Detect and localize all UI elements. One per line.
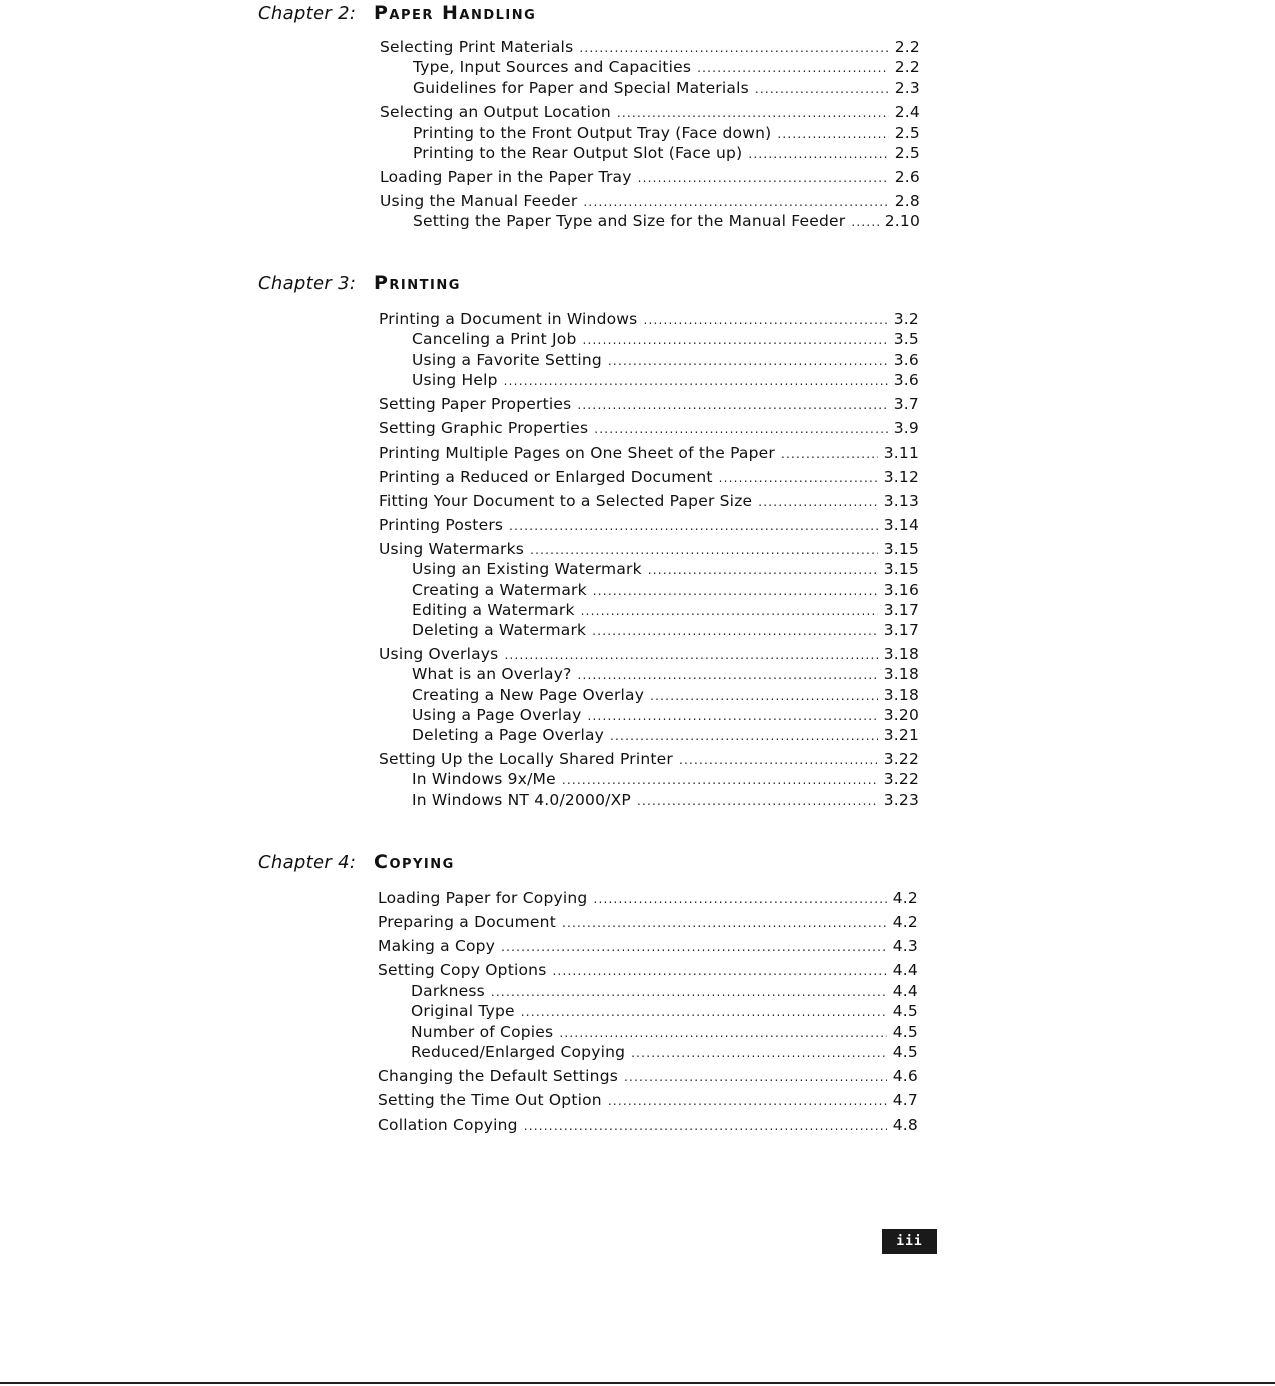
dot-leader (592, 621, 877, 641)
toc-entry[interactable] (379, 394, 919, 414)
toc-entry[interactable] (380, 191, 920, 211)
toc-entry[interactable] (412, 769, 919, 789)
toc-entry-page: 3.9 (893, 419, 919, 437)
dot-leader (608, 351, 888, 371)
toc-entry[interactable] (412, 329, 919, 349)
toc-entry-title: Collation Copying (378, 1116, 518, 1134)
dot-leader (851, 212, 878, 232)
toc-entry-title: Darkness (411, 982, 485, 1000)
toc-entry-title: Printing a Document in Windows (379, 310, 638, 328)
dot-leader (617, 103, 889, 123)
toc-entry-page: 3.18 (883, 665, 919, 683)
toc-entry-title: Using Help (412, 371, 498, 389)
toc-entry[interactable] (379, 491, 919, 511)
toc-entry[interactable] (413, 78, 920, 98)
dot-leader (638, 168, 889, 188)
toc-entry-page: 4.3 (892, 937, 918, 955)
dot-leader (504, 371, 888, 391)
dot-leader (624, 1067, 887, 1087)
toc-entry-page: 4.2 (892, 913, 918, 931)
page-number: iii (882, 1229, 937, 1254)
dot-leader (524, 1116, 887, 1136)
toc-entry-page: 4.4 (892, 961, 918, 979)
dot-leader (631, 1043, 887, 1063)
toc-entry-page: 4.7 (892, 1091, 918, 1109)
toc-entry[interactable] (378, 936, 918, 956)
dot-leader (552, 961, 886, 981)
toc-entry[interactable] (412, 685, 919, 705)
dot-leader (504, 645, 877, 665)
dot-leader (583, 192, 888, 212)
dot-leader (594, 419, 887, 439)
toc-entry-page: 3.23 (883, 791, 919, 809)
toc-entry-page: 3.15 (883, 540, 919, 558)
toc-entry-title: Loading Paper for Copying (378, 889, 588, 907)
chapter-heading (258, 272, 461, 294)
toc-entry-title: Guidelines for Paper and Special Materials (413, 79, 749, 97)
toc-entry-page: 3.18 (883, 686, 919, 704)
chapter-heading (258, 2, 536, 24)
toc-entry[interactable] (412, 725, 919, 745)
toc-entry-title: Preparing a Document (378, 913, 556, 931)
chapter-heading (258, 851, 455, 873)
toc-entry[interactable] (412, 580, 919, 600)
dot-leader (777, 124, 888, 144)
toc-entry[interactable] (411, 1001, 918, 1021)
toc-entry-title: Setting Up the Locally Shared Printer (379, 750, 673, 768)
toc-entry[interactable] (380, 167, 920, 187)
toc-entry[interactable] (412, 350, 919, 370)
chapter-title: Paper Handling (374, 2, 537, 24)
toc-entry[interactable] (378, 1066, 918, 1086)
toc-entry-page: 4.5 (892, 1002, 918, 1020)
dot-leader (610, 726, 878, 746)
dot-leader (758, 492, 877, 512)
toc-entry-page: 3.15 (883, 560, 919, 578)
dot-leader (719, 468, 878, 488)
chapter-label: Chapter 2: (258, 3, 357, 24)
toc-entry[interactable] (379, 309, 919, 329)
toc-entry-page: 4.6 (892, 1067, 918, 1085)
toc-entry-page: 3.22 (883, 770, 919, 788)
toc-entry-title: Using the Manual Feeder (380, 192, 578, 210)
toc-entry-title: Creating a Watermark (412, 581, 587, 599)
toc-entry[interactable] (379, 443, 919, 463)
toc-entry-title: Fitting Your Document to a Selected Paper Size (379, 492, 753, 510)
toc-entry-page: 2.10 (884, 212, 920, 230)
toc-entry-title: Using a Favorite Setting (412, 351, 602, 369)
toc-entry[interactable] (379, 467, 919, 487)
dot-leader (521, 1002, 887, 1022)
toc-entry-title: Printing Multiple Pages on One Sheet of the Paper (379, 444, 775, 462)
toc-entry-title: Editing a Watermark (412, 601, 575, 619)
dot-leader (679, 750, 878, 770)
toc-entry[interactable] (380, 102, 920, 122)
toc-entry-title: Creating a New Page Overlay (412, 686, 645, 704)
toc-entry-title: Setting the Paper Type and Size for the Manual Feeder (413, 212, 846, 230)
dot-leader (578, 665, 878, 685)
toc-entry-title: In Windows 9x/Me (412, 770, 556, 788)
dot-leader (587, 706, 877, 726)
toc-entry[interactable] (411, 1022, 918, 1042)
toc-entry-title: Type, Input Sources and Capacities (413, 58, 692, 76)
toc-entry-title: Setting the Time Out Option (378, 1091, 602, 1109)
toc-entry[interactable] (378, 912, 918, 932)
toc-entry-page: 3.7 (893, 395, 919, 413)
toc-entry-page: 4.4 (892, 982, 918, 1000)
toc-entry-page: 3.21 (883, 726, 919, 744)
toc-entry-page: 3.20 (883, 706, 919, 724)
bottom-rule (0, 1382, 1275, 1384)
chapter-label: Chapter 3: (258, 273, 357, 294)
toc-entry-title: Using Watermarks (379, 540, 525, 558)
toc-entry-title: Setting Graphic Properties (379, 419, 589, 437)
toc-entry[interactable] (411, 1042, 918, 1062)
toc-entry-title: Printing to the Front Output Tray (Face down) (413, 124, 772, 142)
toc-entry-title: Using Overlays (379, 645, 499, 663)
dot-leader (583, 330, 888, 350)
toc-entry-title: Loading Paper in the Paper Tray (380, 168, 632, 186)
toc-entry[interactable] (411, 981, 918, 1001)
toc-entry-title: Selecting Print Materials (380, 38, 574, 56)
dot-leader (748, 144, 888, 164)
toc-entry-page: 3.6 (893, 351, 919, 369)
chapter-label: Chapter 4: (258, 852, 357, 873)
toc-entry-page: 2.5 (894, 124, 920, 142)
toc-entry[interactable] (413, 211, 920, 231)
toc-entry[interactable] (379, 418, 919, 438)
toc-entry[interactable] (379, 539, 919, 559)
toc-entry-page: 4.5 (892, 1023, 918, 1041)
dot-leader (581, 601, 878, 621)
toc-entry[interactable] (412, 620, 919, 640)
toc-entry[interactable] (413, 123, 920, 143)
toc-entry-title: Printing a Reduced or Enlarged Document (379, 468, 713, 486)
dot-leader (579, 38, 888, 58)
toc-entry-title: Changing the Default Settings (378, 1067, 619, 1085)
toc-entry[interactable] (378, 960, 918, 980)
dot-leader (643, 310, 887, 330)
toc-entry-title: What is an Overlay? (412, 665, 572, 683)
toc-entry-page: 3.22 (883, 750, 919, 768)
dot-leader (650, 686, 878, 706)
toc-entry-page: 3.5 (893, 330, 919, 348)
dot-leader (755, 79, 889, 99)
toc-entry[interactable] (379, 749, 919, 769)
toc-entry-title: In Windows NT 4.0/2000/XP (412, 791, 631, 809)
dot-leader (562, 913, 887, 933)
toc-entry-page: 3.17 (883, 601, 919, 619)
dot-leader (637, 791, 878, 811)
toc-entry-page: 2.2 (894, 38, 920, 56)
toc-entry-title: Deleting a Page Overlay (412, 726, 605, 744)
toc-entry-title: Using a Page Overlay (412, 706, 582, 724)
toc-entry-page: 4.8 (892, 1116, 918, 1134)
toc-entry-page: 3.16 (883, 581, 919, 599)
toc-entry[interactable] (412, 370, 919, 390)
toc-entry[interactable] (412, 664, 919, 684)
toc-entry-page: 3.6 (893, 371, 919, 389)
toc-entry[interactable] (412, 705, 919, 725)
toc-entry-title: Printing Posters (379, 516, 504, 534)
dot-leader (697, 58, 889, 78)
dot-leader (562, 770, 878, 790)
toc-entry-page: 2.6 (894, 168, 920, 186)
dot-leader (491, 982, 887, 1002)
toc-entry-page: 3.17 (883, 621, 919, 639)
toc-entry[interactable] (380, 37, 920, 57)
dot-leader (501, 937, 887, 957)
toc-entry-page: 3.2 (893, 310, 919, 328)
toc-entry-page: 2.8 (894, 192, 920, 210)
dot-leader (593, 889, 886, 909)
dot-leader (559, 1023, 886, 1043)
toc-entry-page: 3.18 (883, 645, 919, 663)
chapter-title: Copying (374, 851, 455, 873)
dot-leader (781, 444, 878, 464)
toc-entry-title: Deleting a Watermark (412, 621, 587, 639)
toc-entry[interactable] (379, 515, 919, 535)
toc-entry-page: 3.12 (883, 468, 919, 486)
dot-leader (509, 516, 878, 536)
toc-entry-title: Making a Copy (378, 937, 496, 955)
toc-entry-title: Using an Existing Watermark (412, 560, 642, 578)
toc-entry[interactable] (412, 600, 919, 620)
toc-entry[interactable] (413, 57, 920, 77)
toc-entry[interactable] (379, 644, 919, 664)
toc-entry-title: Setting Paper Properties (379, 395, 572, 413)
dot-leader (530, 540, 878, 560)
toc-entry-page: 2.4 (894, 103, 920, 121)
toc-entry-title: Selecting an Output Location (380, 103, 611, 121)
toc-entry-page: 2.3 (894, 79, 920, 97)
toc-entry-page: 3.14 (883, 516, 919, 534)
toc-entry[interactable] (412, 559, 919, 579)
toc-entry[interactable] (378, 1115, 918, 1135)
toc-entry[interactable] (413, 143, 920, 163)
toc-entry-page: 2.5 (894, 144, 920, 162)
toc-entry[interactable] (378, 1090, 918, 1110)
toc-entry-title: Reduced/Enlarged Copying (411, 1043, 626, 1061)
toc-entry-title: Setting Copy Options (378, 961, 547, 979)
toc-entry-page: 3.13 (883, 492, 919, 510)
toc-entry-page: 4.5 (892, 1043, 918, 1061)
dot-leader (577, 395, 887, 415)
toc-entry-title: Number of Copies (411, 1023, 554, 1041)
toc-entry[interactable] (378, 888, 918, 908)
toc-entry-title: Canceling a Print Job (412, 330, 577, 348)
toc-entry-page: 3.11 (883, 444, 919, 462)
toc-entry-page: 4.2 (892, 889, 918, 907)
toc-entry-page: 2.2 (894, 58, 920, 76)
toc-entry-title: Printing to the Rear Output Slot (Face up) (413, 144, 743, 162)
chapter-title: Printing (374, 272, 461, 294)
dot-leader (608, 1091, 887, 1111)
toc-entry[interactable] (412, 790, 919, 810)
toc-entry-title: Original Type (411, 1002, 515, 1020)
dot-leader (593, 581, 878, 601)
dot-leader (648, 560, 878, 580)
